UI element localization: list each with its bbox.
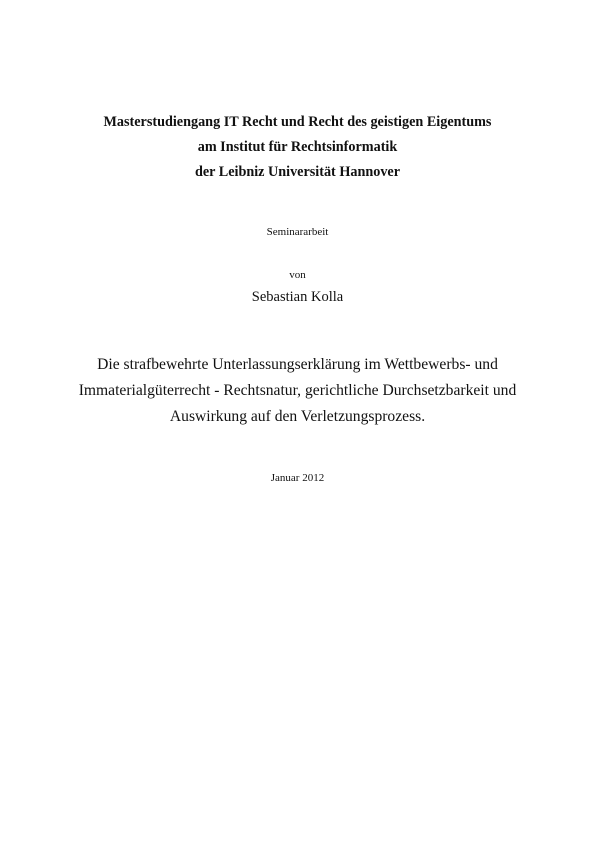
institution-line-university: der Leibniz Universität Hannover [194,164,401,180]
institution-heading [0,110,595,185]
thesis-title-line-2: Immaterialgüterrecht - Rechtsnatur, gerichtliche Durchsetzbarkeit und [78,382,517,399]
thesis-title-line-1: Die strafbewehrte Unterlassungserklärung im Wettbewerbs- und [97,356,498,373]
thesis-title [0,352,595,430]
institution-line-institute: am Institut für Rechtsinformatik [197,139,398,155]
institution-line-program: Masterstudiengang IT Recht und Recht des geistigen Eigentums [103,114,492,130]
thesis-title-line-3: Auswirkung auf den Verletzungsprozess. [169,408,426,425]
submission-date: Januar 2012 [270,472,325,484]
author-name: Sebastian Kolla [251,289,344,305]
by-label: von [289,269,306,281]
document-type: Seminararbeit [266,226,329,238]
